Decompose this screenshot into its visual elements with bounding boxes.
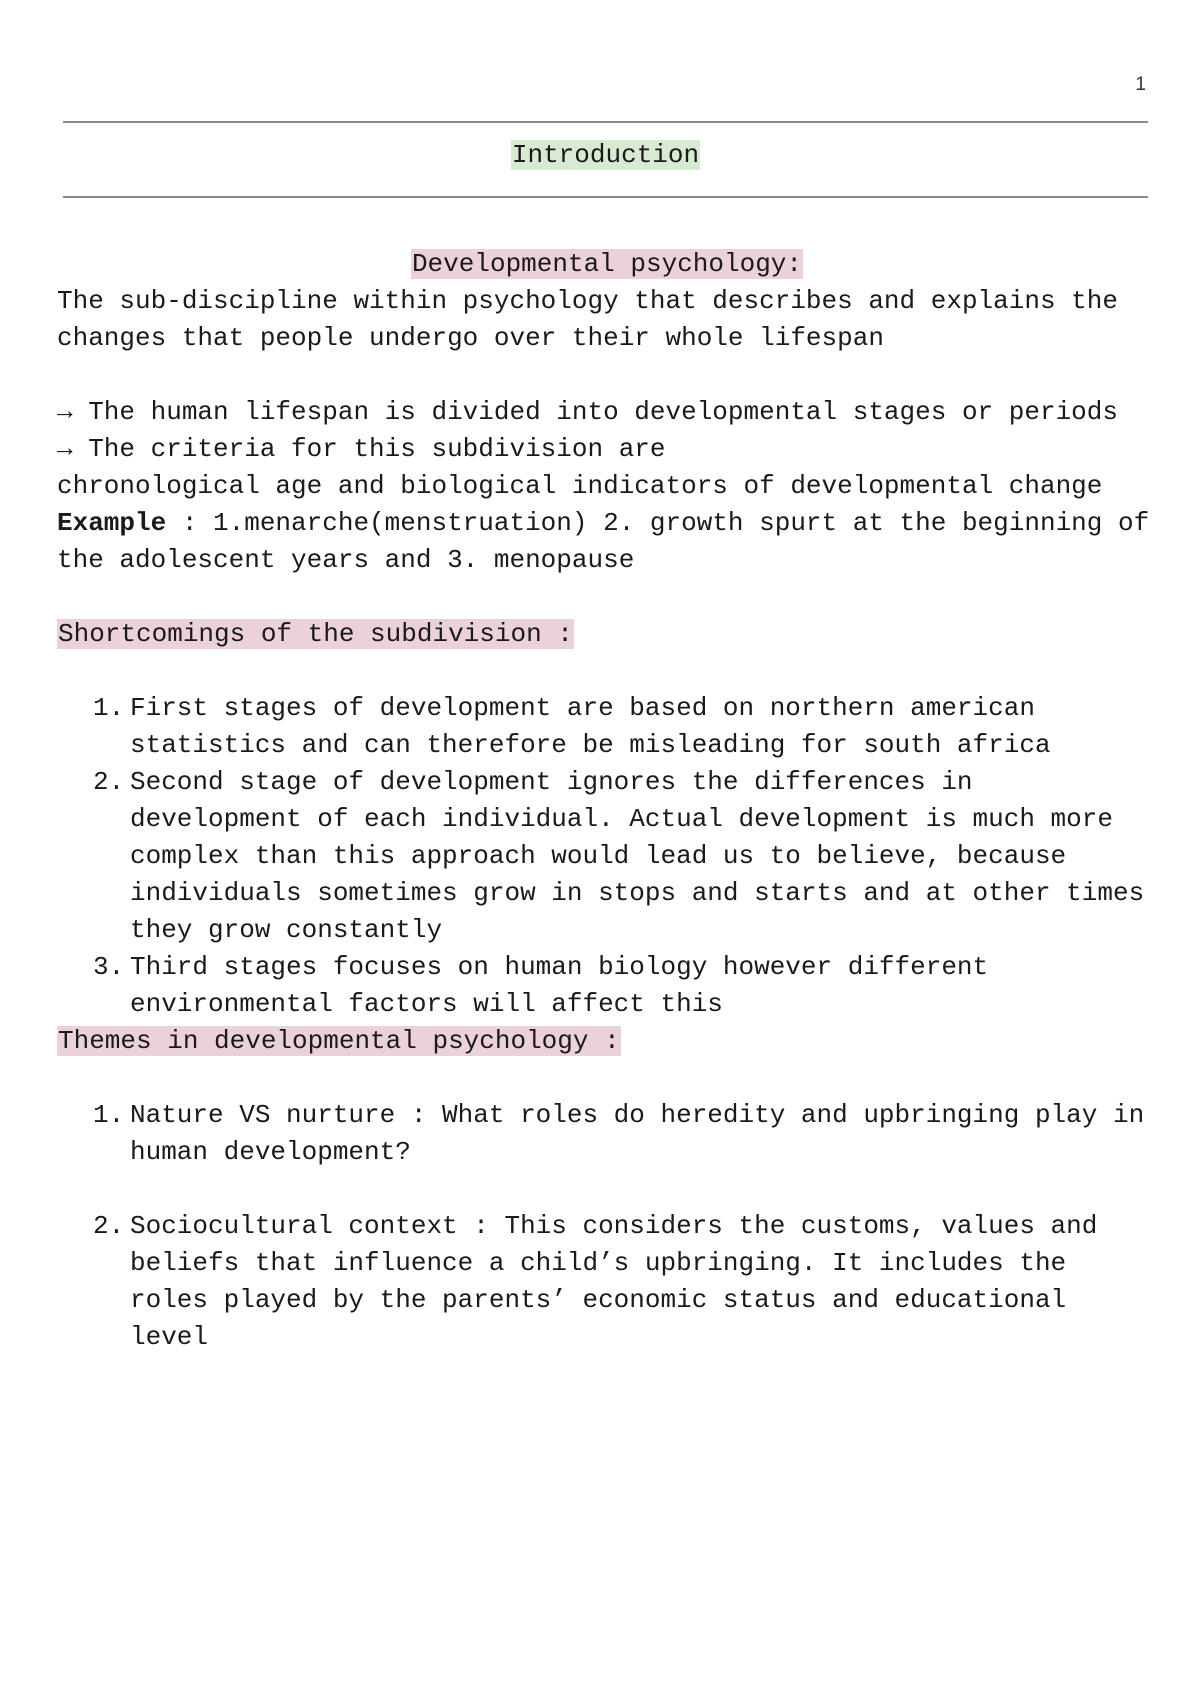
shortcomings-list	[57, 690, 1157, 1023]
list-number: 3.	[93, 952, 125, 982]
list-item	[57, 1208, 1157, 1356]
section-heading-container	[57, 246, 1157, 283]
page-number: 1	[1135, 74, 1146, 95]
list-item-text: Nature VS nurture : What roles do heredity and upbringing play in human development?	[130, 1100, 1145, 1167]
spacer	[57, 579, 1157, 616]
header-rule-top	[63, 121, 1148, 123]
criteria-description: chronological age and biological indicators of developmental change	[57, 471, 1103, 501]
example-text: : 1.menarche(menstruation) 2. growth spurt at the beginning of the adolescent years and 3. menopause	[57, 508, 1150, 575]
list-number: 2.	[93, 767, 125, 797]
section-heading-shortcomings: Shortcomings of the subdivision :	[58, 619, 573, 649]
list-item-text: Third stages focuses on human biology however different environmental factors will affect this	[130, 952, 989, 1019]
definition-paragraph: The sub-discipline within psychology that describes and explains the changes that people undergo over their whole lifespan	[57, 286, 1118, 353]
page-title: Introduction	[511, 140, 700, 170]
themes-list	[57, 1097, 1157, 1356]
list-number: 1.	[93, 693, 125, 723]
list-item	[57, 1097, 1157, 1171]
bullet-criteria: → The criteria for this subdivision are	[57, 434, 666, 464]
bullet-lifespan-stages: → The human lifespan is divided into developmental stages or periods	[57, 397, 1118, 427]
header-rule-bottom	[63, 196, 1148, 198]
section-heading-container	[57, 1023, 1157, 1060]
list-item-text: Sociocultural context : This considers the customs, values and beliefs that influence a child’s upbringing. It includes the roles played by the parents’ economic status and educational level	[130, 1211, 1098, 1352]
example-label: Example	[57, 508, 167, 538]
section-heading-container	[57, 616, 1157, 653]
spacer	[57, 653, 1157, 690]
section-heading-developmental-psychology: Developmental psychology:	[411, 249, 803, 279]
list-item	[57, 690, 1157, 764]
spacer	[57, 1171, 1157, 1208]
list-item	[57, 764, 1157, 949]
spacer	[57, 1060, 1157, 1097]
list-item-text: First stages of development are based on northern american statistics and can therefore be misleading for south africa	[130, 693, 1051, 760]
page-title-container	[0, 139, 1200, 171]
spacer	[57, 357, 1157, 394]
list-number: 1.	[93, 1100, 125, 1130]
list-number: 2.	[93, 1211, 125, 1241]
document-body	[57, 246, 1157, 1356]
example-paragraph	[57, 505, 1157, 579]
section-heading-themes: Themes in developmental psychology :	[58, 1026, 620, 1056]
list-item-text: Second stage of development ignores the differences in development of each individual. Actual development is much more complex than this approach would lead us to believe, because individuals sometimes grow in stops and starts and at other times they grow constantly	[130, 767, 1145, 945]
list-item	[57, 949, 1157, 1023]
